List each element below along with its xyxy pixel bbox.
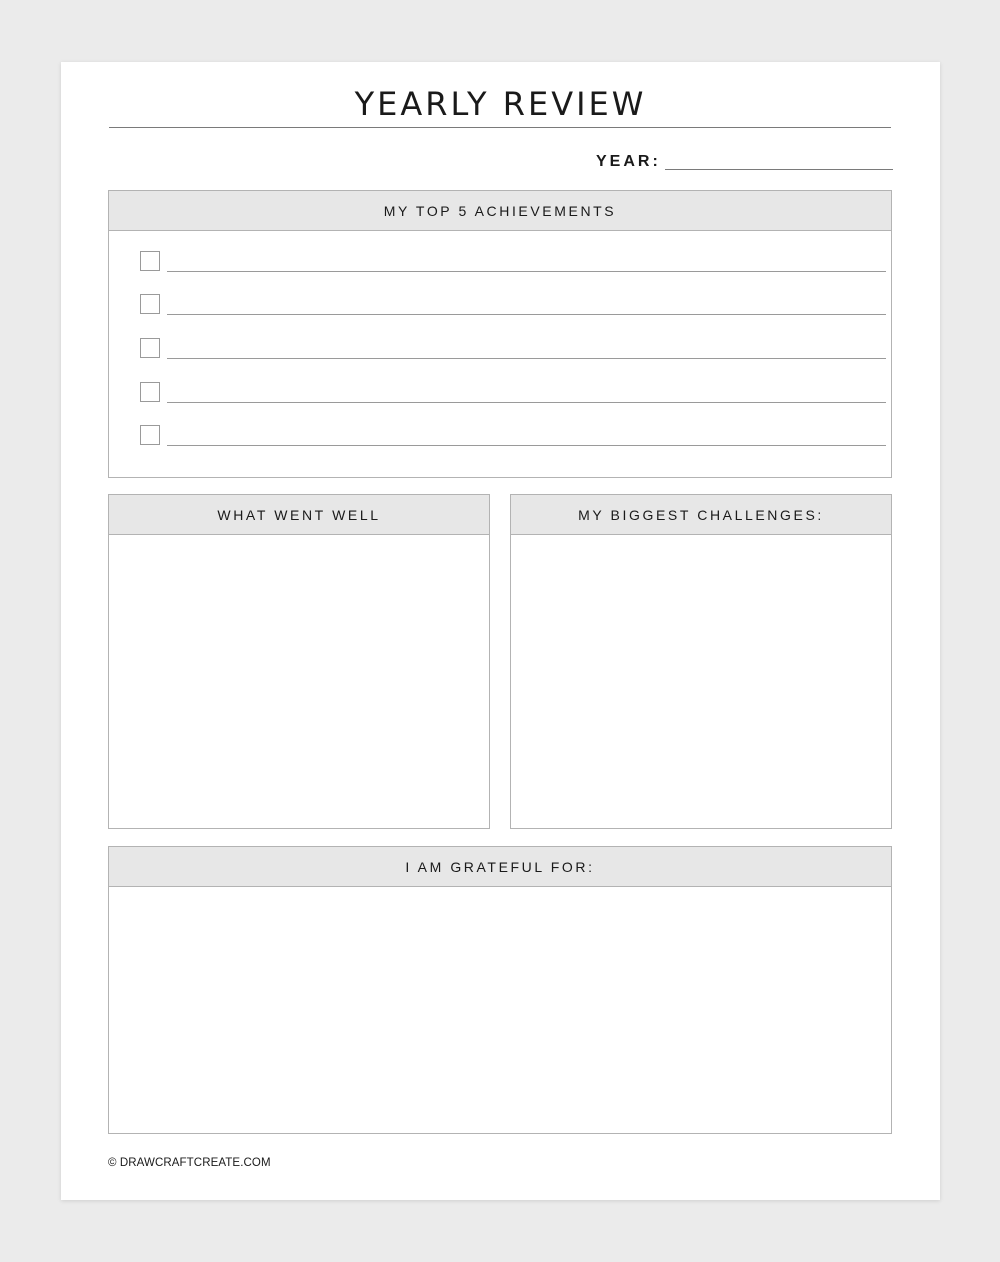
planner-page <box>61 62 940 1200</box>
write-line[interactable] <box>167 271 886 272</box>
achievement-item[interactable] <box>140 382 886 406</box>
checkbox[interactable] <box>140 382 160 402</box>
write-line[interactable] <box>167 314 886 315</box>
year-field[interactable] <box>596 150 893 172</box>
went-well-section[interactable] <box>108 494 490 829</box>
achievement-item[interactable] <box>140 338 886 362</box>
achievements-header: MY TOP 5 ACHIEVEMENTS <box>109 191 891 231</box>
checkbox[interactable] <box>140 294 160 314</box>
grateful-header: I AM GRATEFUL FOR: <box>109 847 891 887</box>
achievement-item[interactable] <box>140 294 886 318</box>
page-title: YEARLY REVIEW <box>354 85 647 123</box>
copyright-footer: © DRAWCRAFTCREATE.COM <box>108 1157 271 1169</box>
checkbox[interactable] <box>140 251 160 271</box>
grateful-section[interactable] <box>108 846 892 1134</box>
challenges-header: MY BIGGEST CHALLENGES: <box>511 495 891 535</box>
went-well-header: WHAT WENT WELL <box>109 495 489 535</box>
checkbox[interactable] <box>140 425 160 445</box>
year-label: YEAR: <box>596 153 661 170</box>
challenges-section[interactable] <box>510 494 892 829</box>
write-line[interactable] <box>167 445 886 446</box>
achievements-section <box>108 190 892 478</box>
title-divider <box>109 127 891 128</box>
achievement-item[interactable] <box>140 425 886 449</box>
checkbox[interactable] <box>140 338 160 358</box>
achievement-item[interactable] <box>140 251 886 275</box>
write-line[interactable] <box>167 358 886 359</box>
year-write-line[interactable] <box>665 169 893 170</box>
write-line[interactable] <box>167 402 886 403</box>
